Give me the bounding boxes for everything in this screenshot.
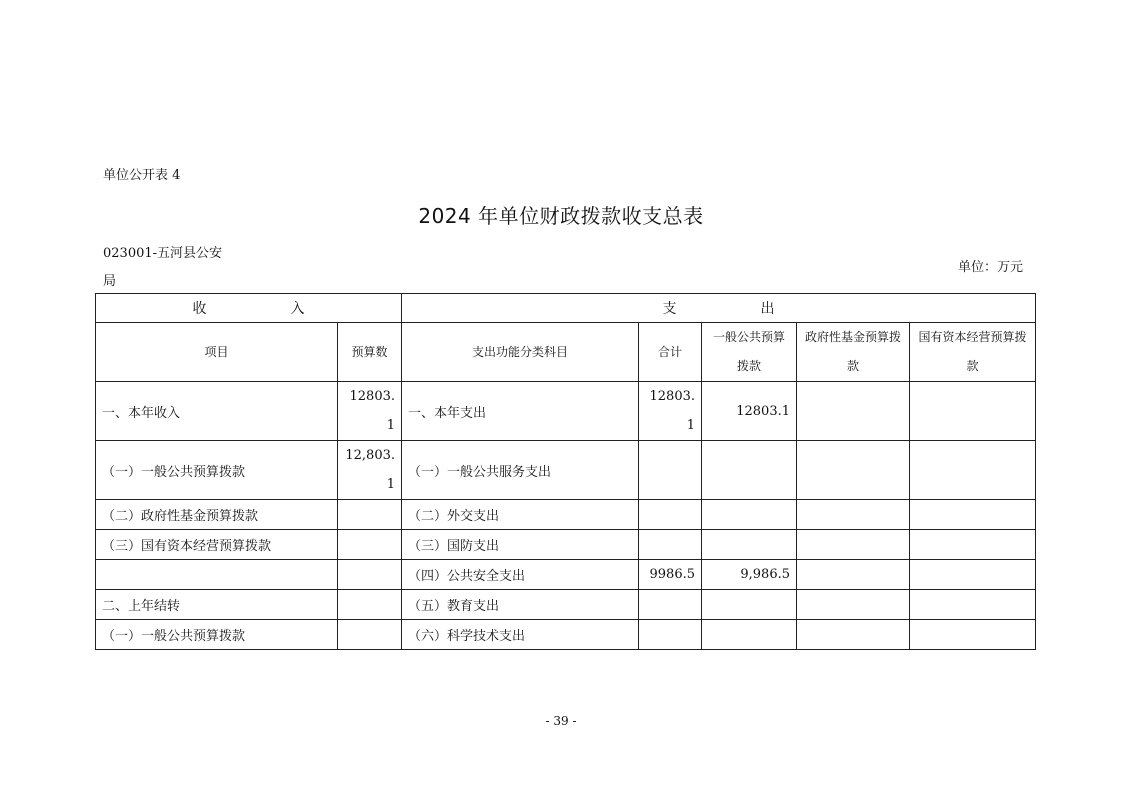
expense-item: 一、本年支出: [402, 382, 639, 441]
general-value: 12803.1: [702, 382, 797, 441]
table-row: [96, 620, 1036, 650]
budget-value: [338, 530, 402, 560]
total-value: 9986.5: [639, 560, 702, 590]
budget-value: [338, 560, 402, 590]
general-budget-header: 一般公共预算拨款: [702, 323, 797, 382]
gov-value: [797, 590, 910, 620]
state-value: [910, 530, 1036, 560]
budget-table: [95, 293, 1036, 650]
unit-measure: 单位：万元: [958, 260, 1024, 275]
expense-item: （六）科学技术支出: [402, 620, 639, 650]
state-value: [910, 590, 1036, 620]
budget-header: 预算数: [338, 323, 402, 382]
expense-item: （二）外交支出: [402, 500, 639, 530]
func-subject-header: 支出功能分类科目: [402, 323, 639, 382]
general-value: 9,986.5: [702, 560, 797, 590]
general-value: [702, 500, 797, 530]
income-item: （一）一般公共预算拨款: [96, 620, 338, 650]
income-header: 收 入: [96, 294, 402, 323]
budget-value: 12,803.1: [338, 441, 402, 500]
income-item: [96, 560, 338, 590]
document-title: 2024 年单位财政拨款收支总表: [418, 204, 704, 228]
gov-value: [797, 441, 910, 500]
general-value: [702, 441, 797, 500]
page-number: - 39 -: [545, 714, 577, 728]
item-header: 项目: [96, 323, 338, 382]
income-item: 二、上年结转: [96, 590, 338, 620]
expense-item: （五）教育支出: [402, 590, 639, 620]
gov-value: [797, 530, 910, 560]
gov-value: [797, 382, 910, 441]
expense-item: （四）公共安全支出: [402, 560, 639, 590]
document-label: 单位公开表 4: [103, 168, 181, 183]
total-value: [639, 620, 702, 650]
state-value: [910, 441, 1036, 500]
budget-value: [338, 590, 402, 620]
total-value: [639, 500, 702, 530]
table-row: [96, 560, 1036, 590]
gov-value: [797, 620, 910, 650]
gov-fund-header: 政府性基金预算拨款: [797, 323, 910, 382]
unit-name: 023001-五河县公安局: [103, 246, 223, 289]
table-row: [96, 382, 1036, 441]
total-value: [639, 530, 702, 560]
state-capital-header: 国有资本经营预算拨款: [910, 323, 1036, 382]
gov-value: [797, 500, 910, 530]
total-value: [639, 441, 702, 500]
gov-value: [797, 560, 910, 590]
general-value: [702, 620, 797, 650]
budget-value: [338, 620, 402, 650]
total-value: 12803.1: [639, 382, 702, 441]
general-value: [702, 530, 797, 560]
expense-item: （三）国防支出: [402, 530, 639, 560]
total-value: [639, 590, 702, 620]
table-row: [96, 590, 1036, 620]
total-header: 合计: [639, 323, 702, 382]
state-value: [910, 620, 1036, 650]
income-item: 一、本年收入: [96, 382, 338, 441]
budget-value: 12803.1: [338, 382, 402, 441]
general-value: [702, 590, 797, 620]
table-header-row: [96, 294, 1036, 323]
table-subheader-row: [96, 323, 1036, 382]
expense-header: 支 出: [402, 294, 1036, 323]
state-value: [910, 500, 1036, 530]
table-row: [96, 530, 1036, 560]
table-row: [96, 500, 1036, 530]
expense-item: （一）一般公共服务支出: [402, 441, 639, 500]
income-item: （二）政府性基金预算拨款: [96, 500, 338, 530]
budget-value: [338, 500, 402, 530]
income-item: （一）一般公共预算拨款: [96, 441, 338, 500]
income-item: （三）国有资本经营预算拨款: [96, 530, 338, 560]
table-row: [96, 441, 1036, 500]
state-value: [910, 382, 1036, 441]
state-value: [910, 560, 1036, 590]
